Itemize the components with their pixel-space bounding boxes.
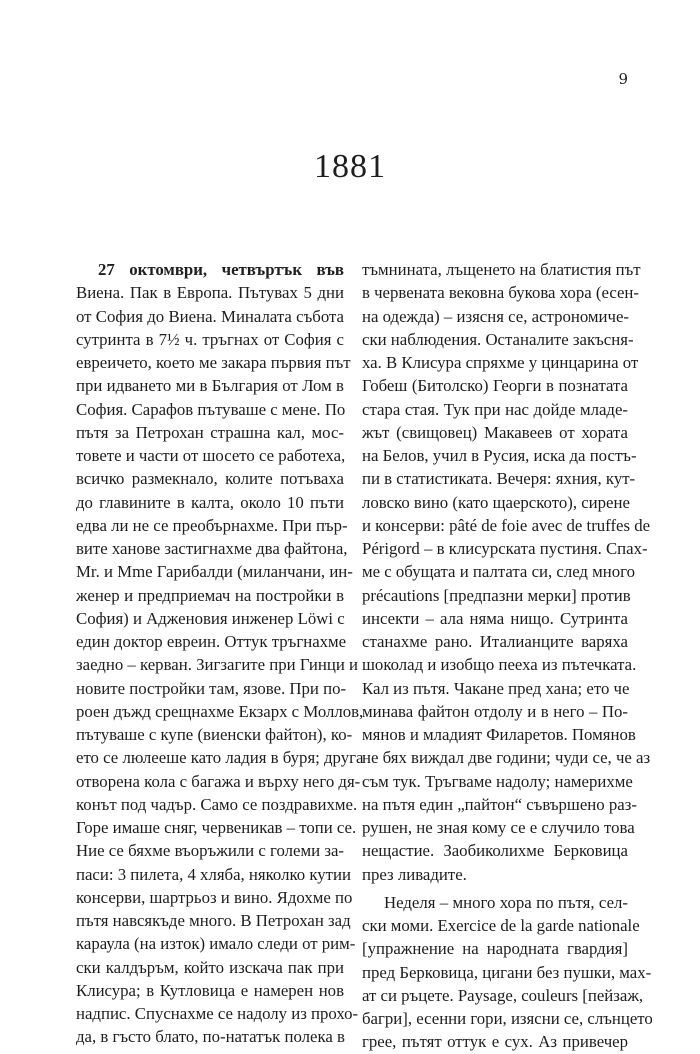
text-line: шоколад и изобщо пееха из пътечката. [362, 655, 637, 675]
text-line: на одежда) – изясня се, астрономиче- [362, 306, 629, 326]
text-line: [упражнение на народната гвардия] [362, 939, 628, 959]
text-line: да, в гъсто блато, по-нататък полека в [76, 1027, 345, 1047]
text-line: от София до Виена. Миналата събота [76, 306, 344, 326]
text-line: в червената вековна букова хора (есен- [362, 283, 639, 303]
text-line: пътя за Петрохан страшна кал, мос- [76, 422, 344, 442]
text-line: стара стая. Тук при нас дойде младе- [362, 399, 628, 419]
text-line: жът (свищовец) Макавеев от хората [362, 422, 628, 442]
text-line: пътуваше с купе (виенски файтон), ко- [76, 725, 353, 744]
text-line: женер и предприемач на постройки в [76, 585, 344, 605]
text-line: евреичето, което ме закара първия път [76, 353, 351, 372]
page-number: 9 [618, 70, 628, 88]
text-line: пред Берковица, цигани без пушки, мах- [362, 962, 652, 982]
text-line: ловско вино (като щаерското), сирене [362, 492, 630, 512]
text-line: ат си ръцете. Paysage, couleurs [пейзаж, [362, 985, 644, 1005]
text-line: на пътя един „пайтон“ съвършено раз- [362, 794, 637, 814]
text-line: Виена. Пак в Европа. Пътувах 5 дни [76, 283, 344, 303]
text-line: отворена кола с багажа и върху него дя- [76, 771, 361, 791]
text-line: надпис. Спуснахме се надолу из прохо- [76, 1004, 359, 1023]
text-line: не бях виждал две години; чуди се, че аз [362, 748, 651, 768]
section-year-heading: 1881 [314, 148, 386, 185]
text-line: при идването ми в България от Лом в [76, 376, 344, 396]
text-line: ха. В Клисура спряхме у цинцарина от [362, 353, 639, 372]
text-line: нещастие. Заобиколихме Берковица [362, 841, 628, 861]
text-line: сутринта в 7½ ч. тръгнах от София с [76, 329, 344, 349]
text-line: инсекти – ала няма нищо. Сутринта [362, 608, 628, 628]
text-line: 27 октомври, четвъртък във [98, 260, 344, 279]
right-text-column [362, 258, 653, 1054]
text-line: пътя навсякъде много. В Петрохан зад [76, 911, 351, 930]
text-line: ме с обущата и палтата си, след много [362, 562, 636, 582]
text-line: Кал из пътя. Чакане пред хана; ето че [362, 678, 630, 698]
left-text-column [76, 258, 364, 1049]
text-line: конът под чадър. Само се поздравихме. [76, 794, 358, 814]
text-line: вите ханове застигнахме два файтона, [76, 539, 348, 558]
text-line: Клисура; в Кутловица е намерен нов [76, 980, 344, 1000]
text-line: станахме рано. Италианците варяха [362, 632, 628, 651]
text-line: ски калдъръм, който изскача пак при [76, 957, 344, 977]
text-line: новите постройки там, язове. При по- [76, 678, 347, 698]
text-line: грее, пътят оттук е сух. Аз привечер [362, 1032, 628, 1052]
text-line: София. Сарафов пътуваше с мене. По [76, 399, 346, 419]
text-line: роен дъжд срещнахме Екзарх с Моллов, [76, 701, 364, 721]
text-line: Mr. и Mme Гарибалди (миланчани, ин- [76, 562, 353, 582]
text-line: мянов и младият Филаретов. Помянов [362, 725, 636, 744]
text-line: на Белов, учил в Русия, иска да постъ- [362, 446, 637, 465]
text-line: София) и Адженовия инженер Löwi с [76, 608, 345, 628]
text-line: паси: 3 пилета, 4 хляба, няколко кутии [76, 864, 351, 884]
text-line: Гобеш (Битолско) Георги в познатата [362, 376, 628, 396]
text-line: ето се люлееше като ладия в буря; друга [76, 748, 364, 768]
text-line: багри], есенни гори, изясни се, слънцето [362, 1009, 653, 1028]
text-line: товете и части от шосето се работеха, [76, 446, 346, 465]
text-line: всичко размекнало, колите потъваха [76, 469, 344, 489]
text-line: Неделя – много хора по пътя, сел- [384, 892, 628, 912]
text-line: précautions [предпазни мерки] против [362, 585, 631, 605]
text-line: ски наблюдения. Останалите закъсня- [362, 329, 634, 349]
text-line: Périgord – в клисурската пустиня. Спах- [362, 539, 648, 558]
text-line: Горе имаше сняг, червеникав – топи се. [76, 818, 357, 837]
text-line: едва ли не се преобърнахме. При пър- [76, 515, 348, 535]
text-line: рушен, не зная кому се е случило това [362, 818, 635, 837]
text-line: заедно – керван. Зигзагите при Гинци и [76, 655, 358, 675]
text-line: през ливадите. [362, 864, 467, 884]
text-line: Ние се бяхме въоръжили с големи за- [76, 841, 344, 861]
text-line: караула (на изток) имало следи от рим- [76, 934, 356, 954]
text-line: консерви, шартрьоз и вино. Ядохме по [76, 887, 353, 907]
text-line: минава файтон отдолу и в него – По- [362, 701, 628, 721]
text-line: тъмнината, лъщенето на блатистия път [362, 260, 641, 279]
text-line: съм тук. Тръгваме надолу; намерихме [362, 771, 633, 791]
text-line: и консерви: pâté de foie avec de truffes de [362, 515, 651, 535]
text-line: до главините в калта, около 10 пъти [76, 492, 344, 512]
text-line: ски моми. Exercice de la garde nationale [362, 916, 640, 935]
text-line: един доктор евреин. Оттук тръгнахме [76, 632, 347, 651]
text-line: пи в статистиката. Вечеря: яхния, кут- [362, 469, 636, 489]
